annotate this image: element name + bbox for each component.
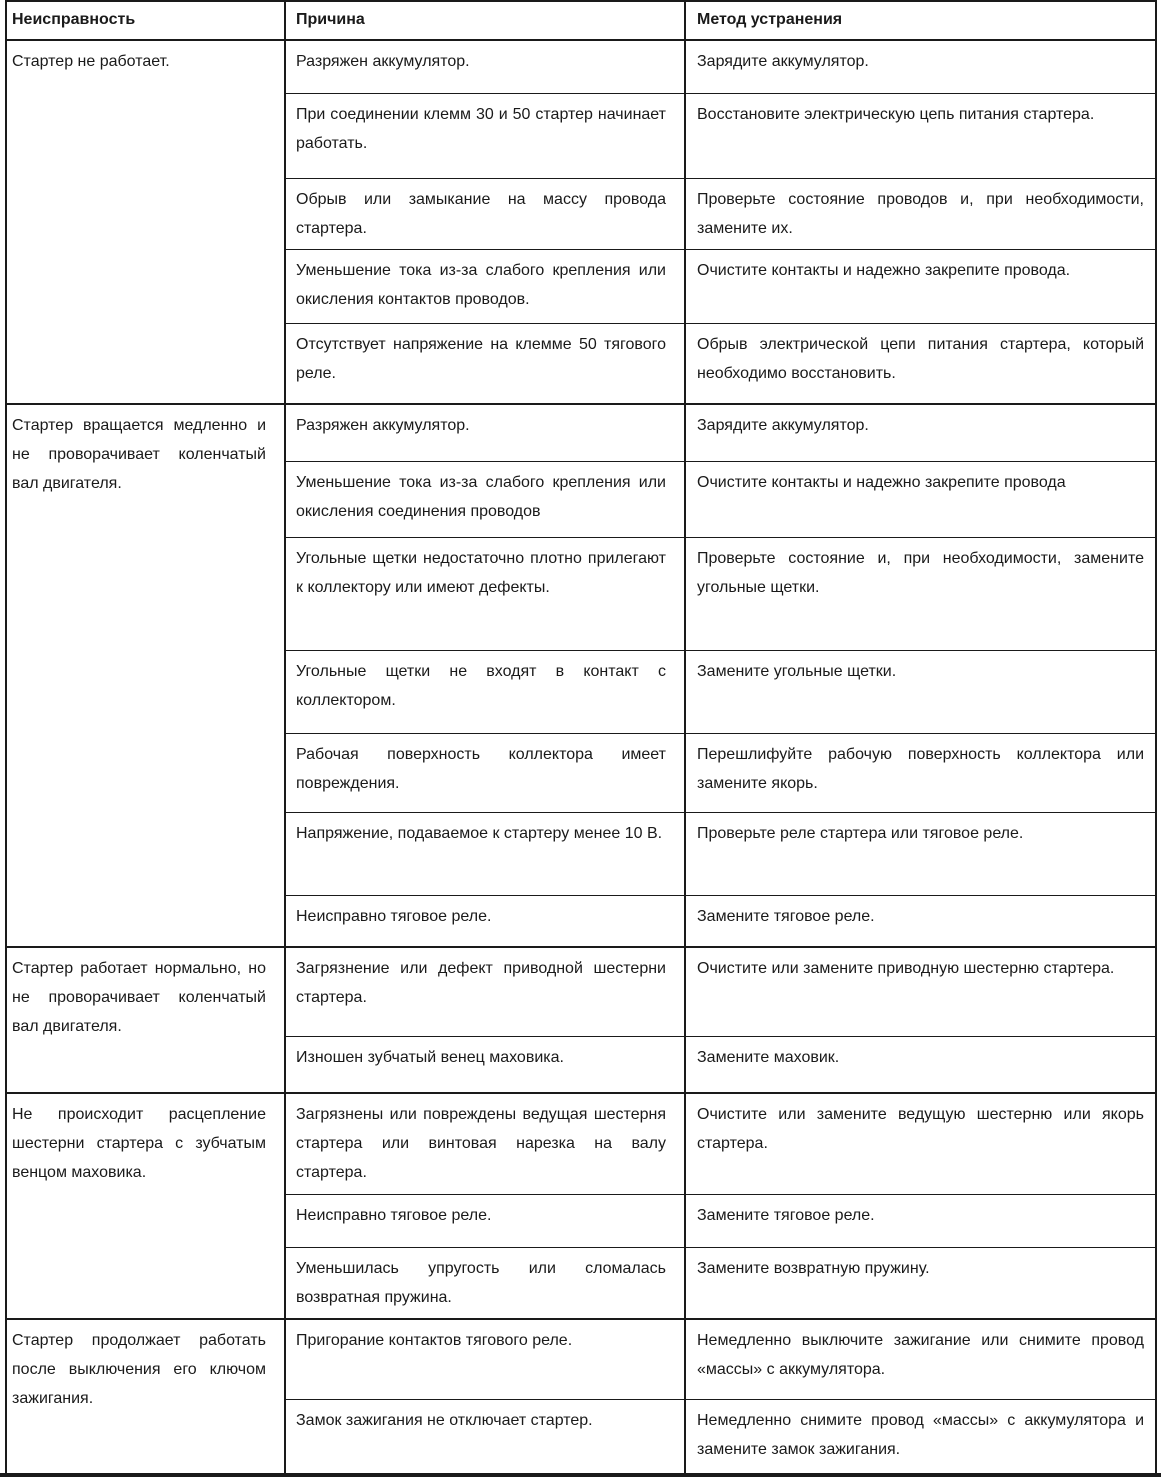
cause-cell: Угольные щетки не входят в контакт с коллектором. [296,663,666,709]
group-divider [6,1092,1155,1094]
cause-cell: Замок зажигания не отключает стартер. [296,1412,593,1429]
row-divider [286,461,1155,462]
cause-cell: Уменьшилась упругость или сломалась возвратная пружина. [296,1260,666,1306]
problem-cell: Стартер вращается медленно и не проворачивает коленчатый вал двигателя. [12,417,266,492]
column-divider-1 [284,0,286,1473]
header-bottom-border [6,39,1155,41]
row-divider [286,249,1155,250]
remedy-cell: Проверьте реле стартера или тяговое реле. [697,825,1024,842]
cause-cell: Пригорание контактов тягового реле. [296,1332,573,1349]
cause-cell: Рабочая поверхность коллектора имеет повреждения. [296,746,666,792]
remedy-cell: Проверьте состояние проводов и, при необходимости, замените их. [697,191,1144,237]
cause-cell: Уменьшение тока из-за слабого крепления или окисления контактов проводов. [296,262,666,308]
row-divider [286,537,1155,538]
problem-cell: Стартер продолжает работать после выключения его ключом зажигания. [12,1332,266,1407]
problem-cell: Стартер не работает. [12,53,170,70]
cause-cell: Неисправно тяговое реле. [296,908,492,925]
header-remedy: Метод устранения [697,11,843,28]
group-divider [6,946,1155,948]
group-divider [6,403,1155,405]
cause-cell: Обрыв или замыкание на массу провода стартера. [296,191,666,237]
cause-cell: Угольные щетки недостаточно плотно прилегают к коллектору или имеют дефекты. [296,550,666,596]
problem-cell: Стартер работает нормально, но не проворачивает коленчатый вал двигателя. [12,960,266,1035]
cause-cell: Загрязнение или дефект приводной шестерни стартера. [296,960,666,1006]
remedy-cell: Немедленно снимите провод «массы» с аккумулятора и замените замок зажигания. [697,1412,1144,1458]
cause-cell: При соединении клемм 30 и 50 стартер начинает работать. [296,106,666,152]
cause-cell: Изношен зубчатый венец маховика. [296,1049,564,1066]
remedy-cell: Очистите контакты и надежно закрепите провода [697,474,1066,491]
remedy-cell: Зарядите аккумулятор. [697,53,869,70]
remedy-cell: Очистите контакты и надежно закрепите провода. [697,262,1071,279]
row-divider [286,178,1155,179]
remedy-cell: Замените маховик. [697,1049,840,1066]
remedy-cell: Очистите или замените ведущую шестерню или якорь стартера. [697,1106,1144,1152]
remedy-cell: Замените тяговое реле. [697,908,875,925]
remedy-cell: Обрыв электрической цепи питания стартера, который необходимо восстановить. [697,336,1144,382]
row-divider [286,1247,1155,1248]
row-divider [286,1399,1155,1400]
table-right-border [1155,0,1157,1473]
problem-cell: Не происходит расцепление шестерни стартера с зубчатым венцом маховика. [12,1106,266,1181]
row-divider [286,895,1155,896]
remedy-cell: Немедленно выключите зажигание или снимите провод «массы» с аккумулятора. [697,1332,1144,1378]
remedy-cell: Замените тяговое реле. [697,1207,875,1224]
row-divider [286,733,1155,734]
cause-cell: Разряжен аккумулятор. [296,53,470,70]
row-divider [286,323,1155,324]
table-left-border [5,0,7,1473]
remedy-cell: Замените угольные щетки. [697,663,897,680]
header-cause: Причина [296,11,365,28]
remedy-cell: Восстановите электрическую цепь питания стартера. [697,106,1095,123]
column-divider-2 [684,0,686,1473]
row-divider [286,812,1155,813]
remedy-cell: Перешлифуйте рабочую поверхность коллектора или замените якорь. [697,746,1144,792]
remedy-cell: Очистите или замените приводную шестерню стартера. [697,960,1115,977]
cause-cell: Разряжен аккумулятор. [296,417,470,434]
remedy-cell: Замените возвратную пружину. [697,1260,930,1277]
header-problem: Неисправность [12,11,136,28]
row-divider [286,1036,1155,1037]
cause-cell: Загрязнены или повреждены ведущая шестерня стартера или винтовая нарезка на валу стартера. [296,1106,666,1181]
remedy-cell: Зарядите аккумулятор. [697,417,869,434]
table-top-border [6,0,1155,2]
cause-cell: Напряжение, подаваемое к стартеру менее 10 В. [296,825,663,842]
group-divider [6,1318,1155,1320]
row-divider [286,650,1155,651]
cause-cell: Отсутствует напряжение на клемме 50 тягового реле. [296,336,666,382]
table-bottom-border [0,1473,1161,1477]
remedy-cell: Проверьте состояние и, при необходимости, замените угольные щетки. [697,550,1144,596]
cause-cell: Уменьшение тока из-за слабого крепления или окисления соединения проводов [296,474,666,520]
row-divider [286,93,1155,94]
row-divider [286,1194,1155,1195]
cause-cell: Неисправно тяговое реле. [296,1207,492,1224]
